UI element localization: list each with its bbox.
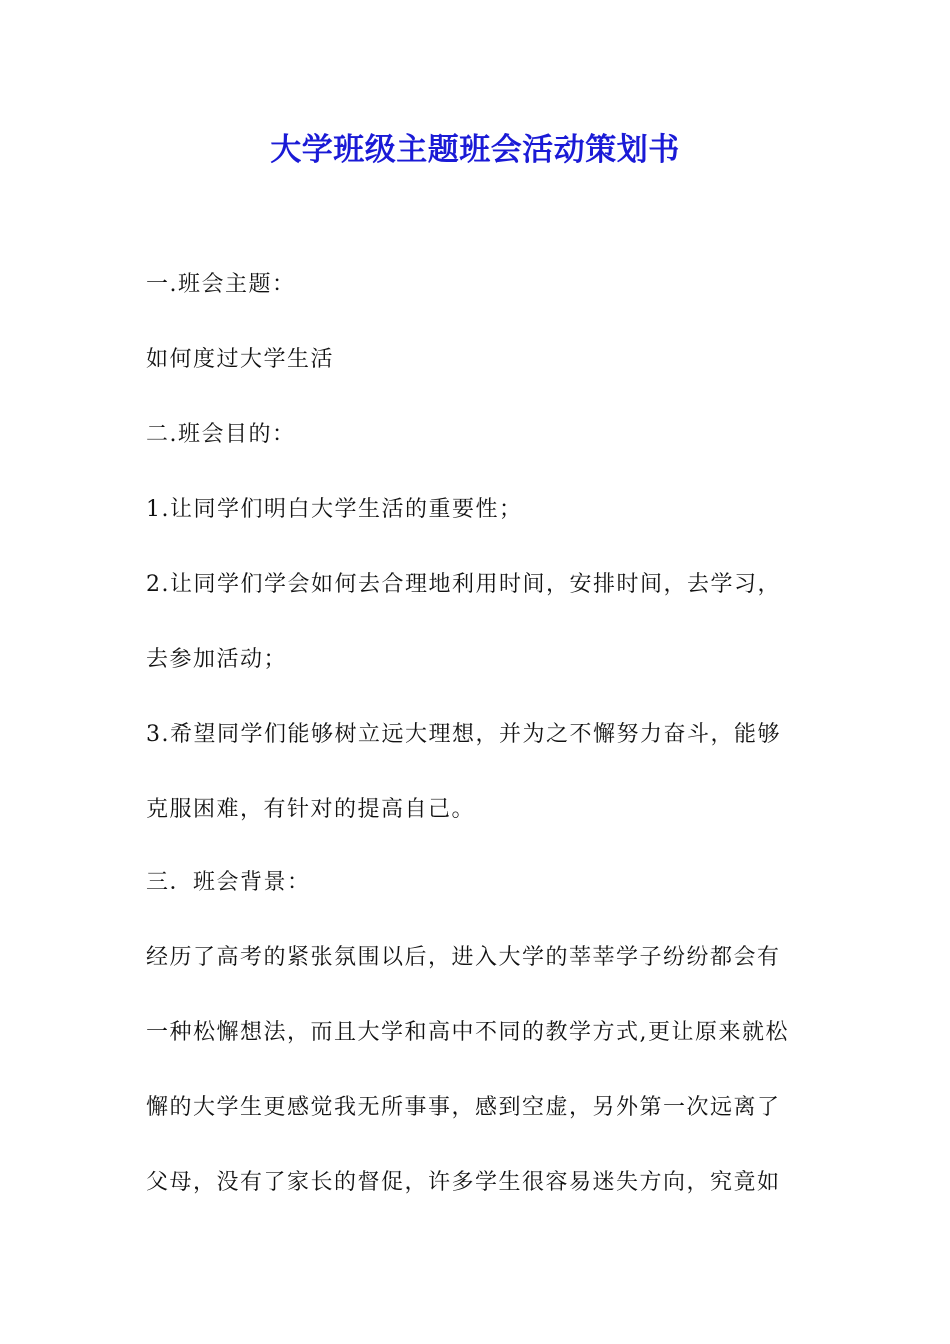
section-heading-purpose: 二.班会目的： xyxy=(146,422,296,447)
background-paragraph-line: 一种松懈想法，而且大学和高中不同的教学方式,更让原来就松 xyxy=(146,1020,789,1045)
purpose-item-3-continued: 克服困难，有针对的提高自己。 xyxy=(146,797,476,822)
theme-text: 如何度过大学生活 xyxy=(146,347,335,372)
section-heading-background: 三．班会背景： xyxy=(146,870,311,895)
background-paragraph-line: 懈的大学生更感觉我无所事事，感到空虚，另外第一次远离了 xyxy=(146,1095,781,1120)
section-heading-theme: 一.班会主题： xyxy=(146,272,296,297)
background-paragraph-line: 父母，没有了家长的督促，许多学生很容易迷失方向，究竟如 xyxy=(146,1170,781,1195)
purpose-item-2: 2.让同学们学会如何去合理地利用时间，安排时间，去学习， xyxy=(146,572,781,597)
background-paragraph-line: 经历了高考的紧张氛围以后，进入大学的莘莘学子纷纷都会有 xyxy=(146,945,781,970)
purpose-item-2-continued: 去参加活动； xyxy=(146,647,288,672)
purpose-item-1: 1.让同学们明白大学生活的重要性； xyxy=(146,497,523,522)
purpose-item-3: 3.希望同学们能够树立远大理想，并为之不懈努力奋斗，能够 xyxy=(146,722,781,747)
document-title: 大学班级主题班会活动策划书 xyxy=(270,132,680,168)
